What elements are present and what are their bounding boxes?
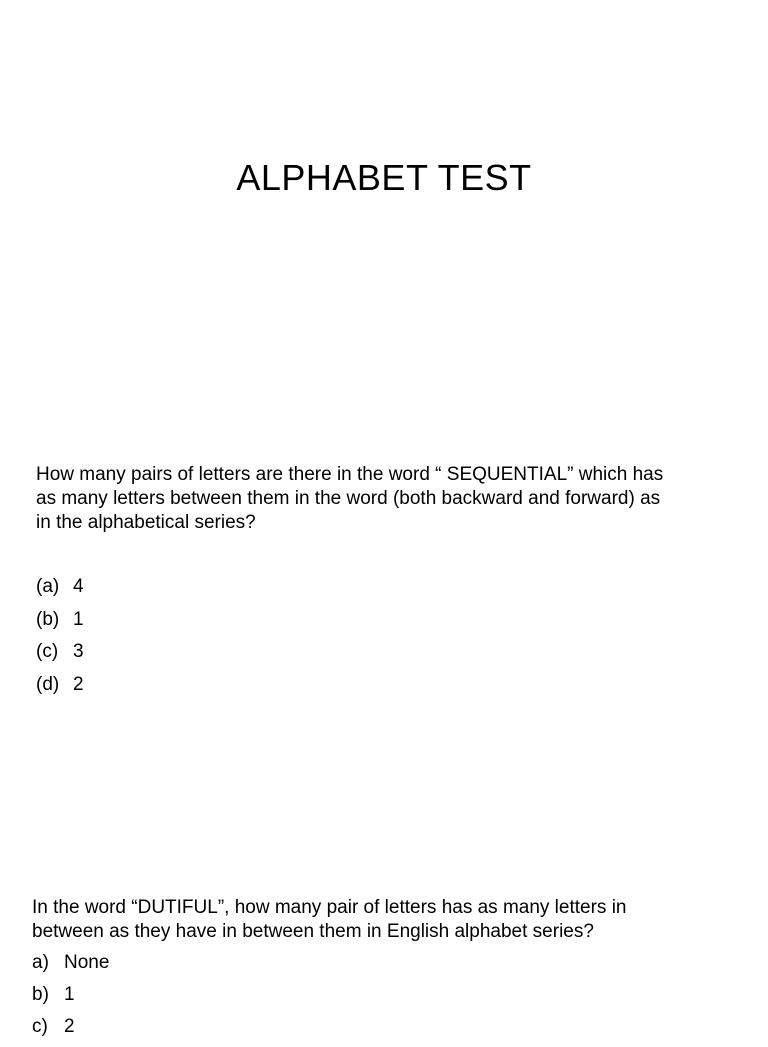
question-2-option-a	[32, 951, 732, 983]
page-title: ALPHABET TEST	[236, 157, 532, 198]
question-1-option-d	[36, 673, 736, 706]
question-2-options	[32, 951, 732, 1047]
option-letter: (b)	[36, 608, 60, 630]
question-1-option-a	[36, 575, 736, 608]
option-letter: b)	[32, 984, 49, 1005]
question-2-stem-line-1: In the word “DUTIFUL”, how many pair of letters has as many letters in	[32, 897, 627, 918]
option-letter: (a)	[36, 576, 60, 597]
question-1-option-c	[36, 640, 736, 673]
option-text: 1	[64, 984, 75, 1005]
option-text: 4	[73, 576, 84, 597]
option-letter: (c)	[36, 641, 59, 662]
option-letter: a)	[32, 952, 49, 973]
option-text: 2	[73, 673, 84, 695]
question-1-stem-line-3: in the alphabetical series?	[36, 512, 256, 533]
question-1-stem-line-2: as many letters between them in the word (both backward and forward) as	[36, 488, 661, 509]
option-text: 1	[73, 608, 84, 630]
question-2-option-b	[32, 983, 732, 1015]
question-1	[36, 463, 736, 705]
question-1-options	[36, 575, 736, 705]
question-2-stem-line-2: between as they have in between them in English alphabet series?	[32, 921, 594, 942]
option-letter: (d)	[36, 673, 60, 695]
option-text: 3	[73, 641, 84, 662]
question-1-stem-line-1: How many pairs of letters are there in the word “ SEQUENTIAL” which has	[36, 464, 664, 485]
option-text: None	[64, 952, 110, 973]
question-2-option-c	[32, 1015, 732, 1047]
option-text: 2	[64, 1016, 75, 1037]
question-1-option-b	[36, 608, 736, 641]
question-2	[32, 896, 732, 1047]
question-2-stem	[32, 896, 732, 944]
option-letter: c)	[32, 1016, 48, 1037]
question-1-stem	[36, 463, 736, 535]
